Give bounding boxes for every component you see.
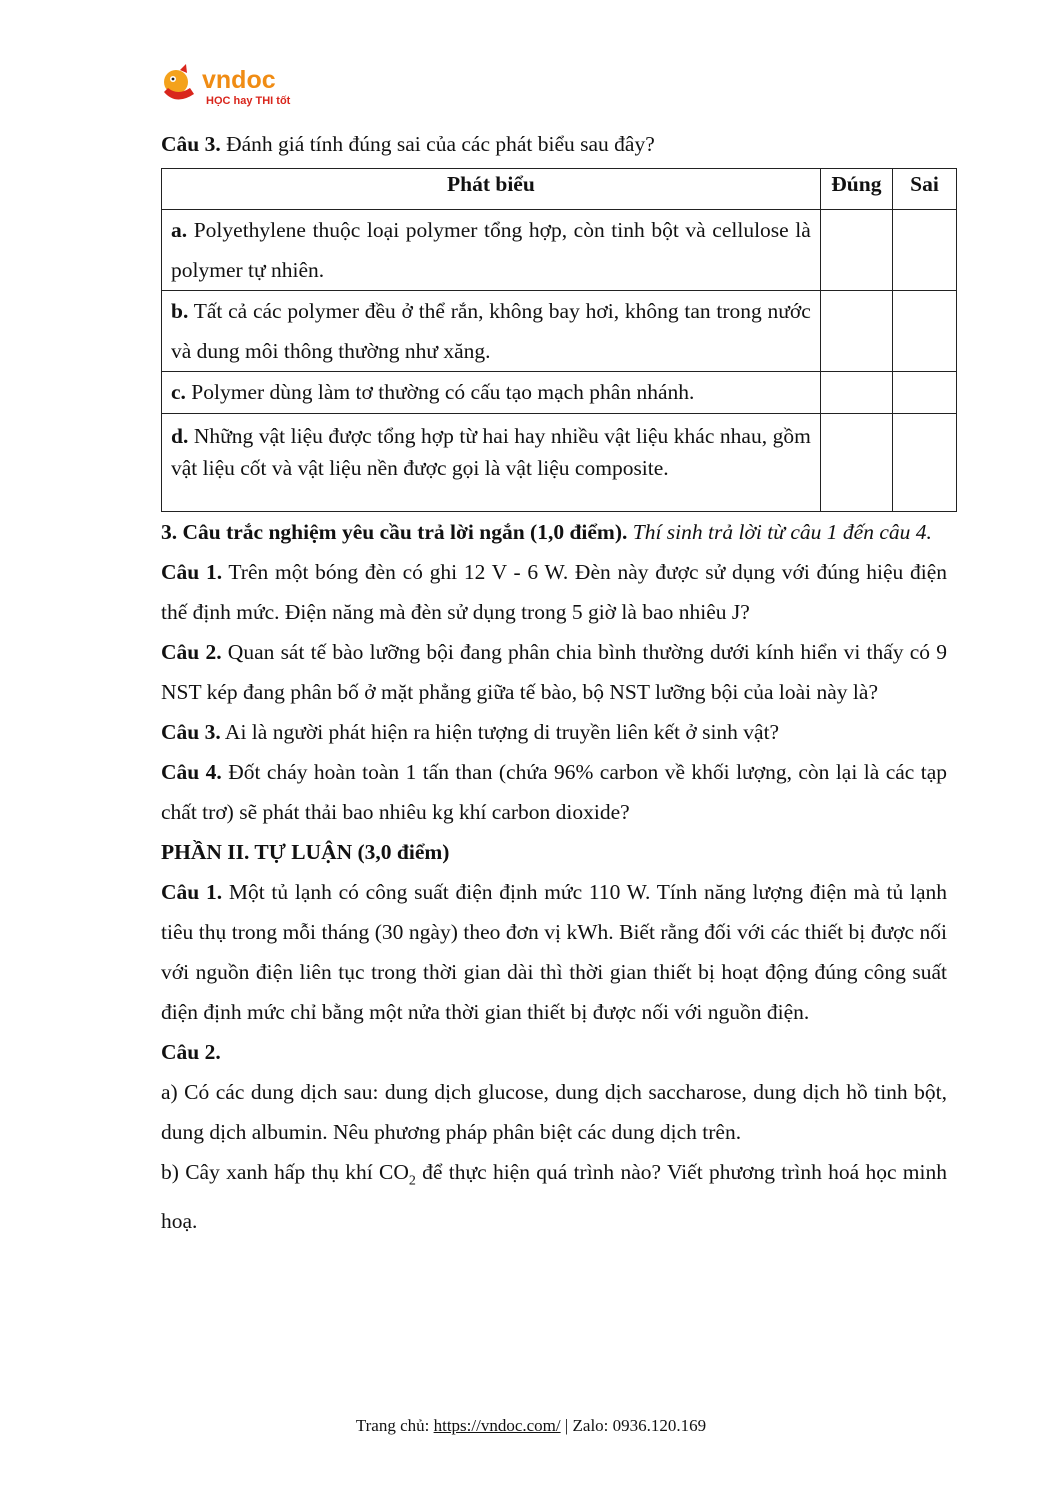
short-question-2: Câu 2. Quan sát tế bào lưỡng bội đang phân chia bình thường dưới kính hiển vi thấy có 9 NST kép đang phân bố ở mặt phẳng giữa tế bào, bộ NST lưỡng bội của loài này là?	[161, 640, 947, 704]
section3-instruction: Thí sinh trả lời từ câu 1 đến câu 4.	[627, 520, 932, 544]
answer-true-d[interactable]	[820, 414, 892, 512]
answer-true-b[interactable]	[820, 291, 892, 372]
answer-true-c[interactable]	[820, 372, 892, 414]
essay-question-2-label: Câu 2.	[161, 1040, 221, 1064]
table-row	[162, 414, 957, 512]
true-false-table	[161, 168, 957, 512]
header-true: Đúng	[820, 169, 892, 210]
document-body	[161, 124, 947, 1241]
answer-false-b[interactable]	[892, 291, 956, 372]
q3-text: Đánh giá tính đúng sai của các phát biểu sau đây?	[220, 132, 655, 156]
answer-false-c[interactable]	[892, 372, 956, 414]
essay-question-1: Câu 1. Một tủ lạnh có công suất điện định mức 110 W. Tính năng lượng điện mà tủ lạnh tiêu thụ trong mỗi tháng (30 ngày) theo đơn vị kWh. Biết rằng đối với các thiết bị được nối với nguồn điện liên tục trong thời gian dài thì thời gian thiết bị hoạt động đúng công suất điện định mức chỉ bằng một nửa thời gian thiết bị được nối với nguồn điện.	[161, 880, 947, 1024]
short-question-1: Câu 1. Trên một bóng đèn có ghi 12 V - 6 W. Đèn này được sử dụng với đúng hiệu điện thế định mức. Điện năng mà đèn sử dụng trong 5 giờ là bao nhiêu J?	[161, 560, 948, 624]
vndoc-logo	[160, 64, 320, 108]
answer-false-a[interactable]	[892, 210, 956, 291]
q3-label: Câu 3.	[161, 132, 221, 156]
logo-slogan: HỌC hay THI tốt	[206, 95, 291, 107]
essay-question-2b: b) Cây xanh hấp thụ khí $CO_2$ để thực hiện quá trình nào? Viết phương trình hoá học minh hoạ.	[161, 1160, 947, 1234]
header-false: Sai	[892, 169, 956, 210]
answer-true-a[interactable]	[820, 210, 892, 291]
statement-b: b. Tất cả các polymer đều ở thể rắn, không bay hơi, không tan trong nước và dung môi thông thường như xăng.	[162, 291, 821, 372]
statement-c: c. Polymer dùng làm tơ thường có cấu tạo mạch phân nhánh.	[162, 372, 821, 414]
short-question-4: Câu 4. Đốt cháy hoàn toàn 1 tấn than (chứa 96% carbon về khối lượng, còn lại là các tạp chất trơ) sẽ phát thải bao nhiêu kg khí carbon dioxide?	[161, 760, 948, 824]
table-row	[162, 210, 957, 291]
section3-heading: 3. Câu trắc nghiệm yêu cầu trả lời ngắn (1,0 điểm). Thí sinh trả lời từ câu 1 đến câu 4.	[161, 520, 932, 544]
page-footer	[0, 1416, 1062, 1436]
table-header-row	[162, 169, 957, 210]
mascot-icon	[160, 64, 320, 108]
table-row	[162, 372, 957, 414]
answer-false-d[interactable]	[892, 414, 956, 512]
logo-brand: vndoc	[202, 66, 276, 94]
q3-prompt	[161, 124, 947, 164]
part2-heading: PHẦN II. TỰ LUẬN (3,0 điểm)	[161, 840, 450, 864]
essay-question-2a: a) Có các dung dịch sau: dung dịch glucose, dung dịch saccharose, dung dịch hồ tinh bột, dung dịch albumin. Nêu phương pháp phân biệt các dung dịch trên.	[161, 1080, 947, 1144]
homepage-link[interactable]: https://vndoc.com/	[433, 1416, 561, 1435]
statement-d: d. Những vật liệu được tổng hợp từ hai hay nhiều vật liệu khác nhau, gồm vật liệu cốt và vật liệu nền được gọi là vật liệu composite.	[162, 414, 821, 512]
short-question-3: Câu 3. Ai là người phát hiện ra hiện tượng di truyền liên kết ở sinh vật?	[161, 720, 780, 744]
footer-prefix: Trang chủ:	[355, 1416, 434, 1435]
footer-contact: | Zalo: 0936.120.169	[560, 1416, 707, 1435]
statement-a: a. Polyethylene thuộc loại polymer tổng hợp, còn tinh bột và cellulose là polymer tự nhiên.	[162, 210, 821, 291]
table-row	[162, 291, 957, 372]
header-statement: Phát biểu	[162, 169, 821, 210]
